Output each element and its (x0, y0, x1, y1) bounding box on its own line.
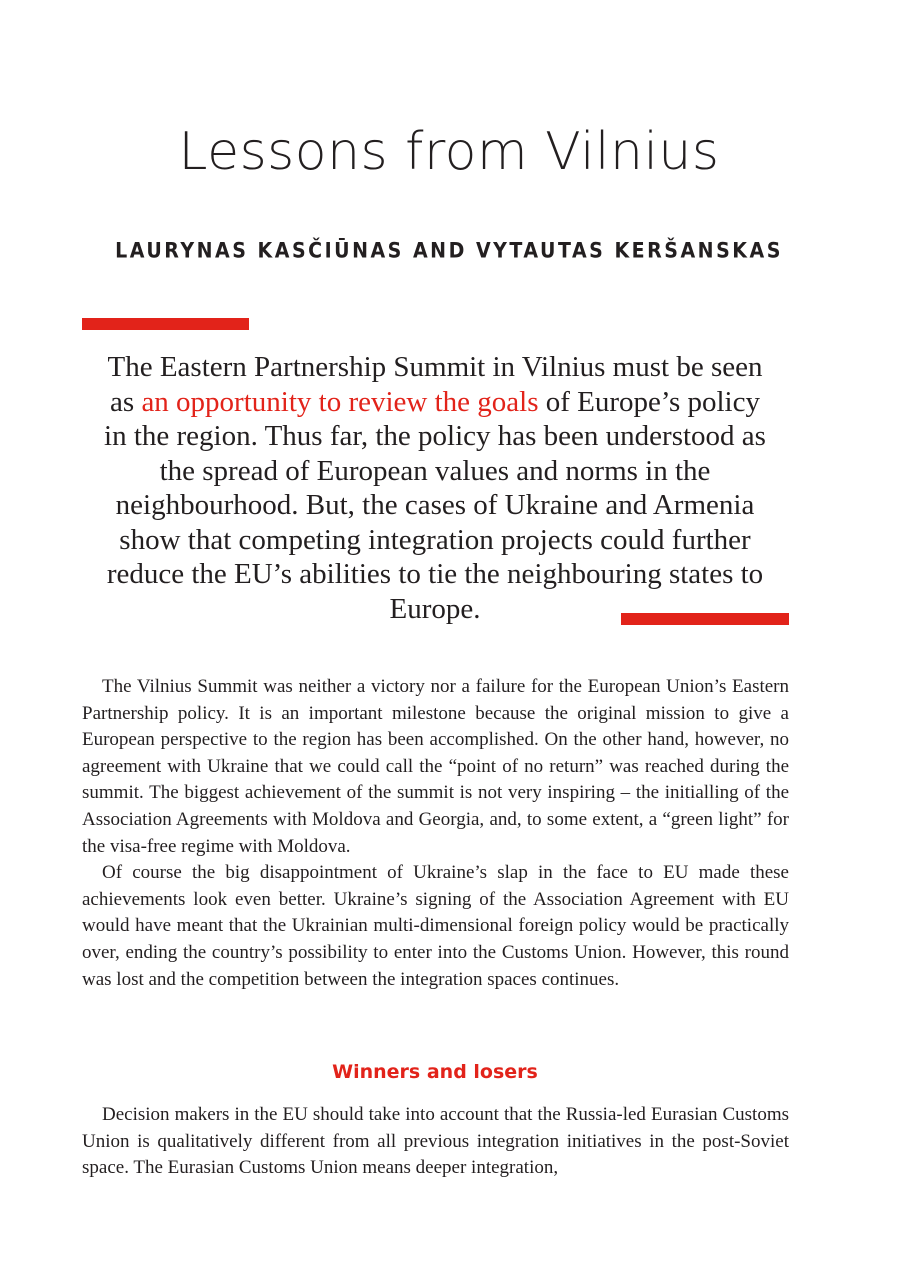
body-paragraph: The Vilnius Summit was neither a victory nor a failure for the European Union’s Eastern Partnership policy. It is an important milestone because the original mission to give a European perspective to the region has been accomplished. On the other hand, however, no agreement with Ukraine that we could call the “point of no return” was reached during the summit. The biggest achievement of the summit is not very inspiring – the initialling of the Association Agreements with Moldova and Georgia, and, to some extent, a “green light” for the visa-free regime with Moldova. (82, 676, 789, 857)
body-paragraph: Decision makers in the EU should take into account that the Russia-led Eurasian Customs Union is qualitatively different from all previous integration initiatives in the post-Soviet space. The Eurasian Customs Union means deeper integration, (82, 1104, 789, 1179)
body-paragraph: Of course the big disappointment of Ukraine’s slap in the face to EU made these achievements look even better. Ukraine’s signing of the Association Agreement with EU would have meant that the Ukrainian multi-dimensional foreign policy would be practically over, ending the country’s possibility to enter into the Customs Union. However, this round was lost and the competition between the integration spaces continues. (82, 862, 789, 990)
lead-quote (100, 350, 770, 626)
lead-text-after: of Europe’s policy in the region. Thus far, the policy has been understood as the spread of European values and norms in the neighbourhood. But, the cases of Ukraine and Armenia show that competing integration projects could further reduce the EU’s abilities to tie the neighbouring states to Europe. (104, 385, 766, 625)
decorative-red-bar-bottom (621, 613, 789, 625)
decorative-red-bar-top (82, 318, 249, 330)
lead-highlight: an opportunity to review the goals (141, 385, 539, 418)
section-subheading: Winners and losers (332, 1061, 538, 1083)
body-section-1 (82, 674, 789, 993)
article-authors: LAURYNAS KASČIŪNAS AND VYTAUTAS KERŠANSKAS (115, 238, 783, 264)
article-title: Lessons from Vilnius (178, 122, 720, 182)
lead-text-before: The Eastern Partnership Summit in Vilnius must be seen as (107, 351, 763, 418)
body-section-2 (82, 1102, 789, 1182)
